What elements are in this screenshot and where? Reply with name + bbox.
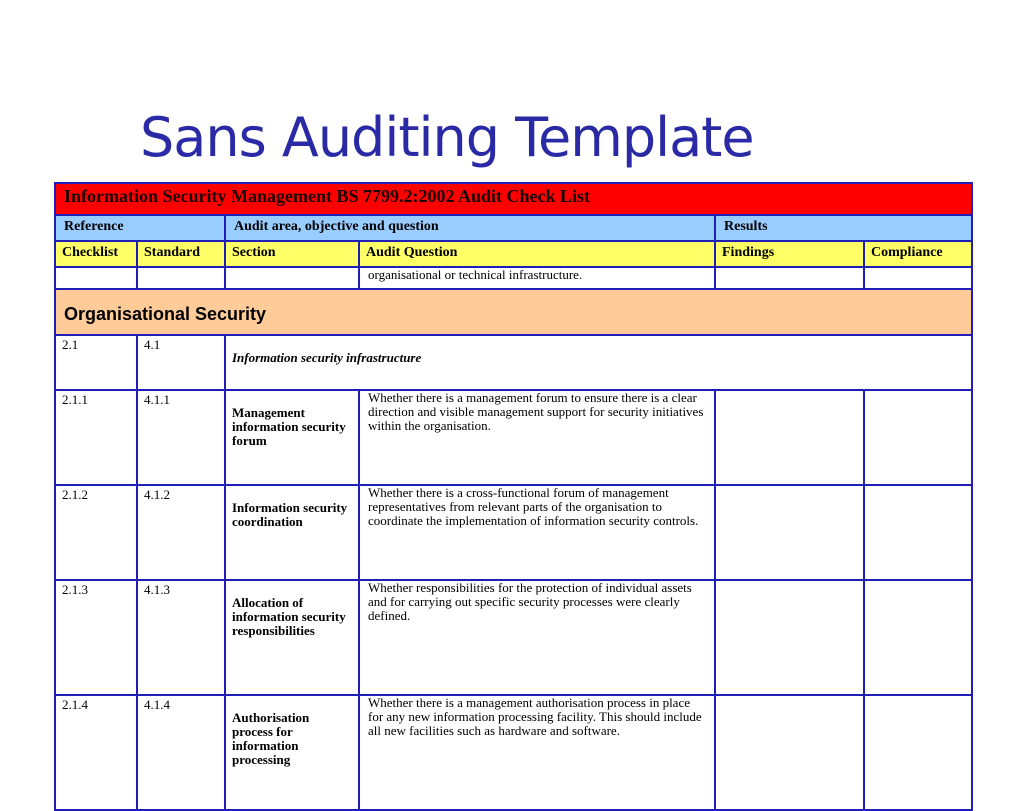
findings-cell xyxy=(715,485,864,580)
audit-question: Whether there is a management forum to ensure there is a clear direction and visible management support for security initiatives within the organisation. xyxy=(359,390,715,485)
findings-cell xyxy=(715,390,864,485)
section-name: Allocation of information security responsibilities xyxy=(225,580,359,695)
section-name: Authorisation process for information processing xyxy=(225,695,359,810)
section-name: Information security coordination xyxy=(225,485,359,580)
header-reference: Reference xyxy=(55,215,225,241)
standard-number: 4.1.2 xyxy=(137,485,225,580)
standard-number: 4.1.1 xyxy=(137,390,225,485)
header-audit-area: Audit area, objective and question xyxy=(225,215,715,241)
audit-question: Whether there is a cross-functional forum of management representatives from relevant parts of the organisation to coordinate the implementation of information security controls. xyxy=(359,485,715,580)
compliance-cell xyxy=(864,485,972,580)
subheader-section: Section xyxy=(225,241,359,267)
findings-cell xyxy=(715,580,864,695)
empty-cell xyxy=(225,267,359,289)
standard-number: 4.1.3 xyxy=(137,580,225,695)
audit-checklist-table xyxy=(54,182,973,811)
subheader-checklist: Checklist xyxy=(55,241,137,267)
table-row xyxy=(55,390,972,485)
subsection-title: Information security infrastructure xyxy=(225,335,972,390)
subheader-standard: Standard xyxy=(137,241,225,267)
section-name: Management information security forum xyxy=(225,390,359,485)
table-row xyxy=(55,580,972,695)
findings-cell xyxy=(715,695,864,810)
section-heading: Organisational Security xyxy=(55,289,972,335)
compliance-cell xyxy=(864,390,972,485)
checklist-number: 2.1.4 xyxy=(55,695,137,810)
checklist-number: 2.1.1 xyxy=(55,390,137,485)
compliance-cell xyxy=(864,695,972,810)
findings-cell xyxy=(715,267,864,289)
sub-header-row xyxy=(55,241,972,267)
table-title-row xyxy=(55,183,972,215)
compliance-cell xyxy=(864,267,972,289)
empty-cell xyxy=(55,267,137,289)
compliance-cell xyxy=(864,580,972,695)
section-heading-row xyxy=(55,289,972,335)
checklist-number: 2.1.3 xyxy=(55,580,137,695)
checklist-number: 2.1 xyxy=(55,335,137,390)
subheader-audit-question: Audit Question xyxy=(359,241,715,267)
standard-number: 4.1.4 xyxy=(137,695,225,810)
table-title: Information Security Management BS 7799.2:2002 Audit Check List xyxy=(55,183,972,215)
standard-number: 4.1 xyxy=(137,335,225,390)
header-results: Results xyxy=(715,215,972,241)
table-row xyxy=(55,485,972,580)
header-row xyxy=(55,215,972,241)
checklist-number: 2.1.2 xyxy=(55,485,137,580)
continuation-row xyxy=(55,267,972,289)
subheader-findings: Findings xyxy=(715,241,864,267)
continuation-text: organisational or technical infrastructure. xyxy=(359,267,715,289)
slide-title: Sans Auditing Template xyxy=(140,106,754,169)
audit-question: Whether responsibilities for the protection of individual assets and for carrying out specific security processes were clearly defined. xyxy=(359,580,715,695)
subheader-compliance: Compliance xyxy=(864,241,972,267)
subsection-row xyxy=(55,335,972,390)
table-row xyxy=(55,695,972,810)
audit-question: Whether there is a management authorisation process in place for any new information processing facility. This should include all new facilities such as hardware and software. xyxy=(359,695,715,810)
empty-cell xyxy=(137,267,225,289)
